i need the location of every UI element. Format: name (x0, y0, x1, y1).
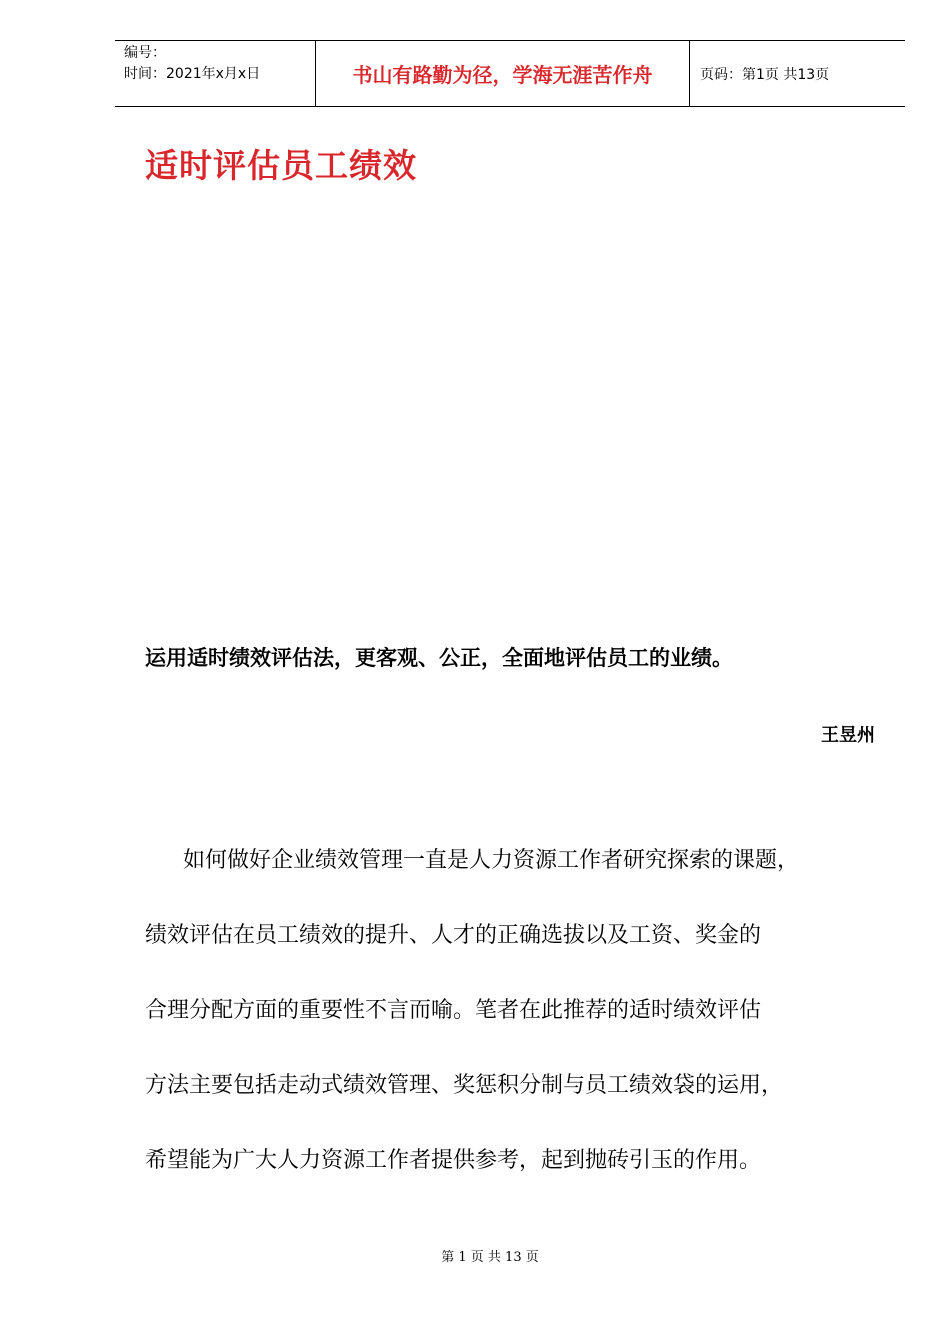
body-line: 合理分配方面的重要性不言而喻。笔者在此推荐的适时绩效评估 (145, 998, 762, 1023)
document-time-label: 时间：2021年x月x日 (124, 66, 261, 82)
body-line: 希望能为广大人力资源工作者提供参考，起到抛砖引玉的作用。 (145, 1148, 762, 1173)
header-motto: 书山有路勤为径，学海无涯苦作舟 (316, 41, 690, 106)
document-number-label: 编号： (124, 45, 166, 61)
body-line: 如何做好企业绩效管理一直是人力资源工作者研究探索的课题， (183, 848, 800, 873)
document-subtitle: 运用适时绩效评估法，更客观、公正，全面地评估员工的业绩。 (145, 646, 733, 670)
header-page-info: 页码：第1页 共13页 (700, 66, 830, 83)
body-paragraph (145, 838, 890, 1213)
body-line: 绩效评估在员工绩效的提升、人才的正确选拔以及工资、奖金的 (145, 923, 762, 948)
page-footer: 第 1 页 共 13 页 (441, 1250, 539, 1265)
author-name: 王昱州 (821, 725, 875, 746)
header-meta-cell (115, 41, 316, 106)
body-line: 方法主要包括走动式绩效管理、奖惩积分制与员工绩效袋的运用， (145, 1073, 784, 1098)
document-title: 适时评估员工绩效 (145, 146, 417, 185)
header-table (115, 40, 905, 107)
